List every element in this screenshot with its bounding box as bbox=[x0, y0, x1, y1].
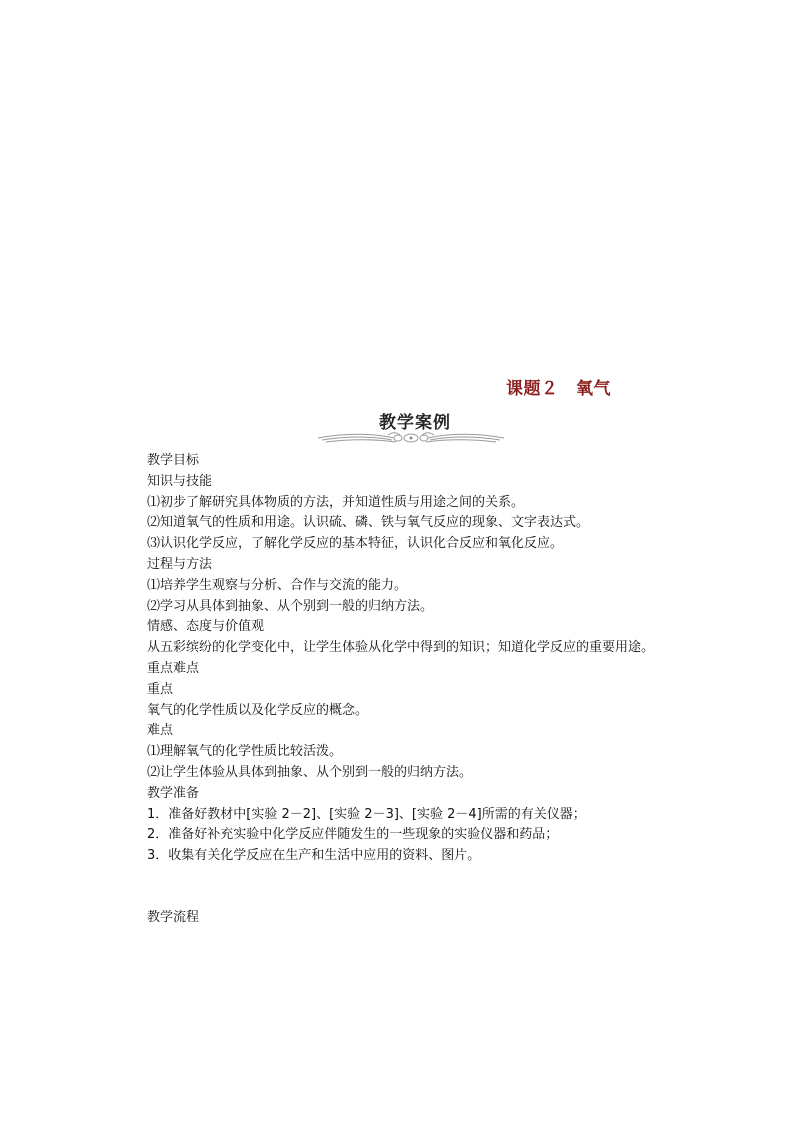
document-body bbox=[147, 451, 787, 867]
list-item: 3．收集有关化学反应在生产和生活中应用的资料、图片。 bbox=[147, 848, 481, 864]
lesson-title: 课题２ 氧气 bbox=[506, 379, 611, 399]
list-item: ⑴初步了解研究具体物质的方法，并知道性质与用途之间的关系。 bbox=[147, 494, 525, 510]
list-item: 2．准备好补充实验中化学反应伴随发生的一些现象的实验仪器和药品； bbox=[147, 827, 559, 843]
heading-key-difficult-points: 重点难点 bbox=[147, 660, 200, 676]
subheading-attitudes-values: 情感、态度与价值观 bbox=[147, 619, 265, 635]
paragraph: 氧气的化学性质以及化学反应的概念。 bbox=[147, 702, 369, 718]
list-item: ⑵知道氧气的性质和用途。认识硫、磷、铁与氧气反应的现象、文字表达式。 bbox=[147, 515, 590, 531]
list-item: ⑴理解氧气的化学性质比较活泼。 bbox=[147, 744, 343, 760]
list-item: ⑵让学生体验从具体到抽象、从个别到一般的归纳方法。 bbox=[147, 764, 473, 780]
list-item: ⑵学习从具体到抽象、从个别到一般的归纳方法。 bbox=[147, 598, 434, 614]
heading-teaching-objectives: 教学目标 bbox=[147, 453, 200, 468]
heading-teaching-preparation: 教学准备 bbox=[147, 785, 200, 801]
paragraph: 从五彩缤纷的化学变化中，让学生体验从化学中得到的知识；知道化学反应的重要用途。 bbox=[147, 640, 655, 656]
subheading-difficult-points: 难点 bbox=[147, 723, 174, 739]
section-title: 教学案例 bbox=[379, 413, 451, 433]
heading-teaching-flow: 教学流程 bbox=[147, 910, 200, 925]
subheading-knowledge-skills: 知识与技能 bbox=[147, 473, 213, 489]
list-item: 1．准备好教材中[实验 2－2]、[实验 2－3]、[实验 2－4]所需的有关仪器； bbox=[147, 806, 586, 822]
subheading-key-points: 重点 bbox=[147, 681, 174, 697]
list-item: ⑴培养学生观察与分析、合作与交流的能力。 bbox=[147, 577, 408, 593]
decorative-swirl-divider-icon bbox=[316, 429, 506, 447]
list-item: ⑶认识化学反应，了解化学反应的基本特征，认识化合反应和氧化反应。 bbox=[147, 536, 564, 552]
subheading-process-methods: 过程与方法 bbox=[147, 556, 213, 572]
